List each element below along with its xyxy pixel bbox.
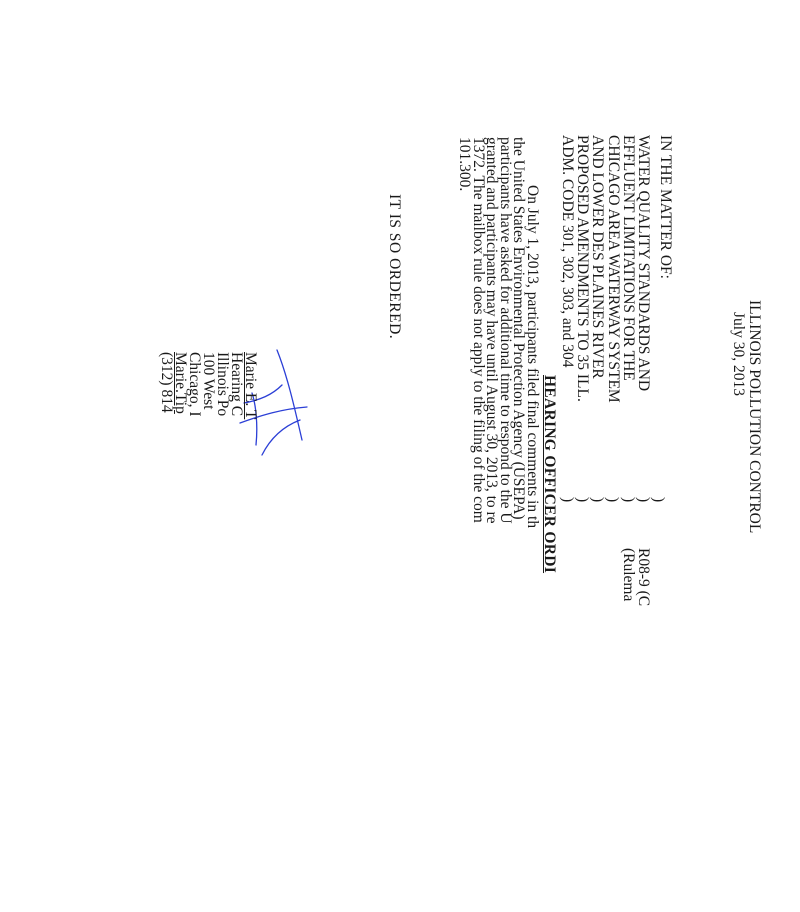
signer-email: Marie.Tip	[172, 352, 189, 414]
in-the-matter-of: IN THE MATTER OF:	[657, 135, 674, 279]
body-line: 101.300.	[456, 137, 474, 192]
case-caption	[560, 135, 651, 403]
it-is-so-ordered: IT IS SO ORDERED.	[386, 194, 403, 340]
signer-title: Hearing C	[228, 352, 245, 417]
docket-line: R08-9 (C	[635, 548, 652, 607]
caption-line: EFFLUENT LIMITATIONS FOR THE	[619, 135, 637, 381]
signer-name: Marie E. T	[242, 352, 259, 420]
body-line: the United States Environmental Protection Agency (USEPA)	[510, 137, 528, 520]
paren: )	[604, 497, 622, 503]
caption-line: CHICAGO AREA WATERWAY SYSTEM	[604, 135, 622, 403]
body-line: 1372. The mailbox rule does not apply to the filing of the com	[469, 137, 487, 523]
signer-phone: (312) 814	[158, 352, 175, 413]
paren: )	[650, 497, 667, 503]
signer-city: Chicago, I	[186, 352, 203, 417]
order-body	[458, 137, 540, 528]
order-heading: HEARING OFFICER ORDI	[541, 375, 558, 574]
signer-street: 100 West	[200, 352, 217, 410]
paren: )	[619, 497, 637, 503]
body-line: On July 1, 2013, participants filed final comments in th	[524, 185, 541, 529]
caption-line: AND LOWER DES PLAINES RIVER	[589, 135, 607, 379]
paren: )	[574, 497, 592, 503]
signature-block	[160, 352, 258, 419]
caption-parentheses	[560, 497, 666, 502]
docket-number	[621, 548, 651, 606]
caption-line: WATER QUALITY STANDARDS AND	[635, 135, 652, 392]
paren: )	[634, 497, 652, 503]
caption-line: ADM. CODE 301, 302, 303, and 304	[559, 135, 577, 368]
paren: )	[558, 497, 576, 503]
docket-line: (Rulema	[619, 548, 637, 602]
caption-line: PROPOSED AMENDMENTS TO 35 ILL.	[574, 135, 592, 402]
board-name: ILLINOIS POLLUTION CONTROL	[746, 300, 763, 534]
paren: )	[589, 497, 607, 503]
body-line: granted and participants may have until August 30, 2013, to re	[483, 137, 501, 524]
body-line: participants have asked for additional time to respond to the U	[496, 137, 514, 524]
signer-agency: Illinois Po	[214, 352, 231, 417]
order-date: July 30, 2013	[730, 312, 747, 396]
